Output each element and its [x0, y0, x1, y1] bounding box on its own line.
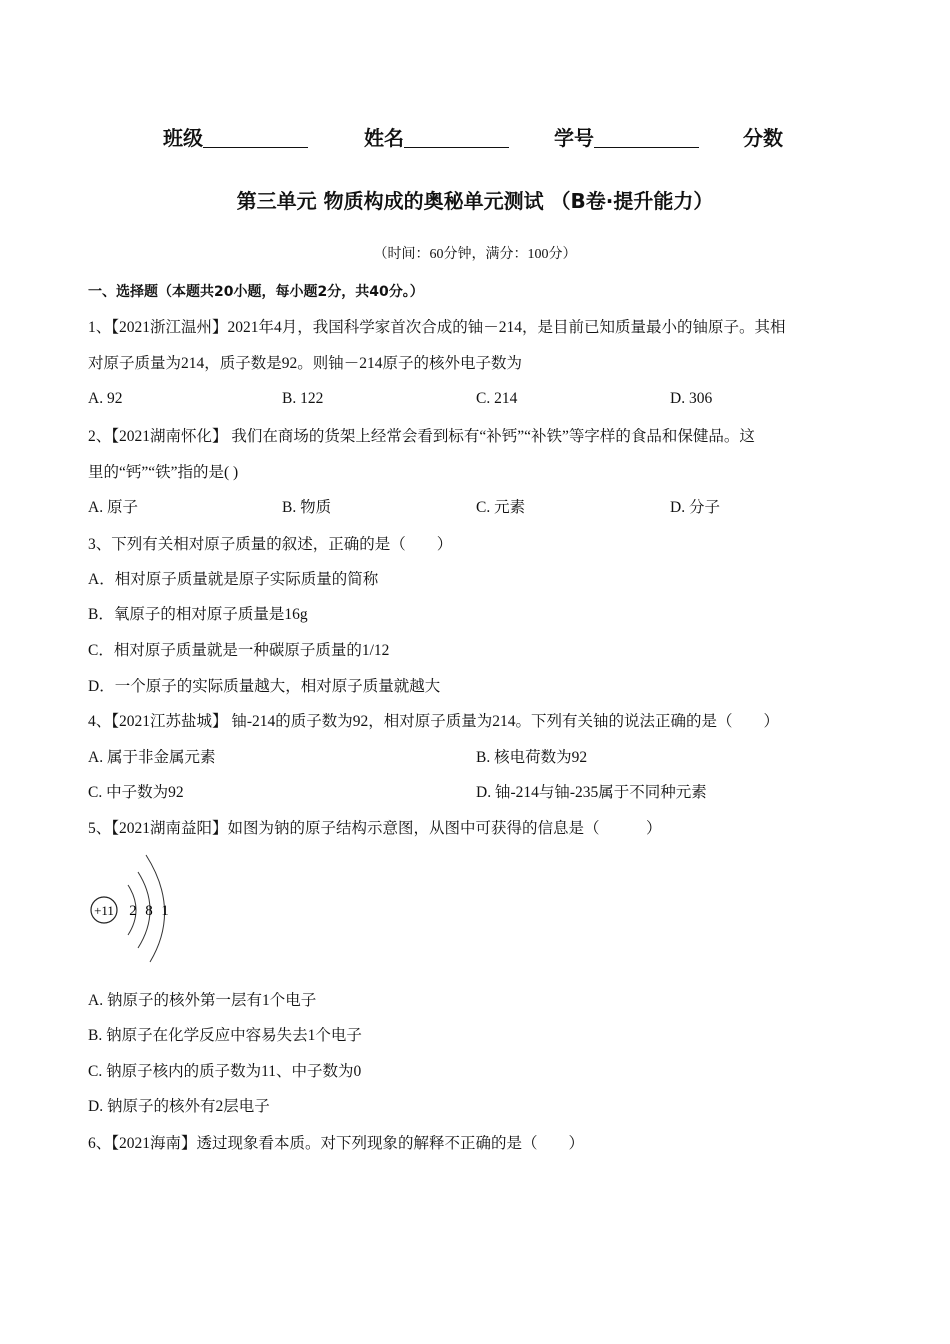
- option: B. 钠原子在化学反应中容易失去1个电子: [88, 1027, 362, 1044]
- option: C. 元素: [476, 499, 526, 516]
- class-label: 班级: [163, 126, 203, 150]
- option: A. 属于非金属元素: [88, 749, 216, 766]
- option: A. 原子: [88, 499, 138, 516]
- option: D. 钠原子的核外有2层电子: [88, 1098, 270, 1115]
- subtitle: （时间：60分钟，满分：100分）: [373, 247, 577, 262]
- shell-electrons: 1: [161, 903, 169, 919]
- question-text: 1、【2021浙江温州】2021年4月，我国科学家首次合成的铀－214，是目前已知质量最小的铀原子。其相: [88, 319, 786, 336]
- question-text: 对原子质量为214，质子数是92。则铀－214原子的核外电子数为: [88, 355, 523, 372]
- question-text: 4、【2021江苏盐城】 铀-214的质子数为92，相对原子质量为214。下列有关铀的说法正确的是（ ）: [88, 713, 780, 730]
- question-text: 5、【2021湖南益阳】如图为钠的原子结构示意图，从图中可获得的信息是（ ）: [88, 820, 662, 837]
- option: A．相对原子质量就是原子实际质量的简称: [88, 571, 379, 588]
- name-field: [364, 128, 509, 148]
- option: A. 92: [88, 390, 123, 407]
- option: C. 中子数为92: [88, 784, 184, 801]
- option: C. 钠原子核内的质子数为11、中子数为0: [88, 1063, 362, 1080]
- shell-electrons: 2: [129, 903, 137, 919]
- id-blank: [594, 129, 699, 148]
- option: D. 306: [670, 390, 713, 407]
- question-text: 3、下列有关相对原子质量的叙述，正确的是（ ）: [88, 536, 453, 553]
- section-heading: 一、选择题（本题共20小题，每小题2分，共40分。）: [88, 284, 424, 300]
- option: B．氧原子的相对原子质量是16g: [88, 606, 308, 623]
- option: B. 核电荷数为92: [476, 749, 588, 766]
- option: C．相对原子质量就是一种碳原子质量的1/12: [88, 642, 390, 659]
- page-title: 第三单元 物质构成的奥秘单元测试 （B卷·提升能力）: [236, 189, 714, 213]
- option: B. 122: [282, 390, 324, 407]
- class-blank: [203, 129, 308, 148]
- name-blank: [404, 129, 509, 148]
- option: D. 铀-214与铀-235属于不同种元素: [476, 784, 707, 801]
- id-label: 学号: [554, 126, 594, 150]
- option: D．一个原子的实际质量越大，相对原子质量就越大: [88, 678, 441, 695]
- option: A. 钠原子的核外第一层有1个电子: [88, 992, 317, 1009]
- name-label: 姓名: [364, 126, 404, 150]
- question-text: 2、【2021湖南怀化】 我们在商场的货架上经常会看到标有“补钙”“补铁”等字样的食品和保健品。这: [88, 428, 755, 445]
- nucleus-charge: +11: [94, 903, 114, 918]
- option: B. 物质: [282, 499, 332, 516]
- option: D. 分子: [670, 499, 720, 516]
- shell-electrons: 8: [145, 903, 153, 919]
- score-label: 分数: [743, 126, 783, 150]
- id-field: [554, 128, 699, 148]
- class-field: [163, 128, 308, 148]
- question-text: 里的“钙”“铁”指的是( ): [88, 464, 239, 481]
- option: C. 214: [476, 390, 518, 407]
- sodium-atom-diagram: [86, 850, 186, 965]
- question-text: 6、【2021海南】透过现象看本质。对下列现象的解释不正确的是（ ）: [88, 1135, 585, 1152]
